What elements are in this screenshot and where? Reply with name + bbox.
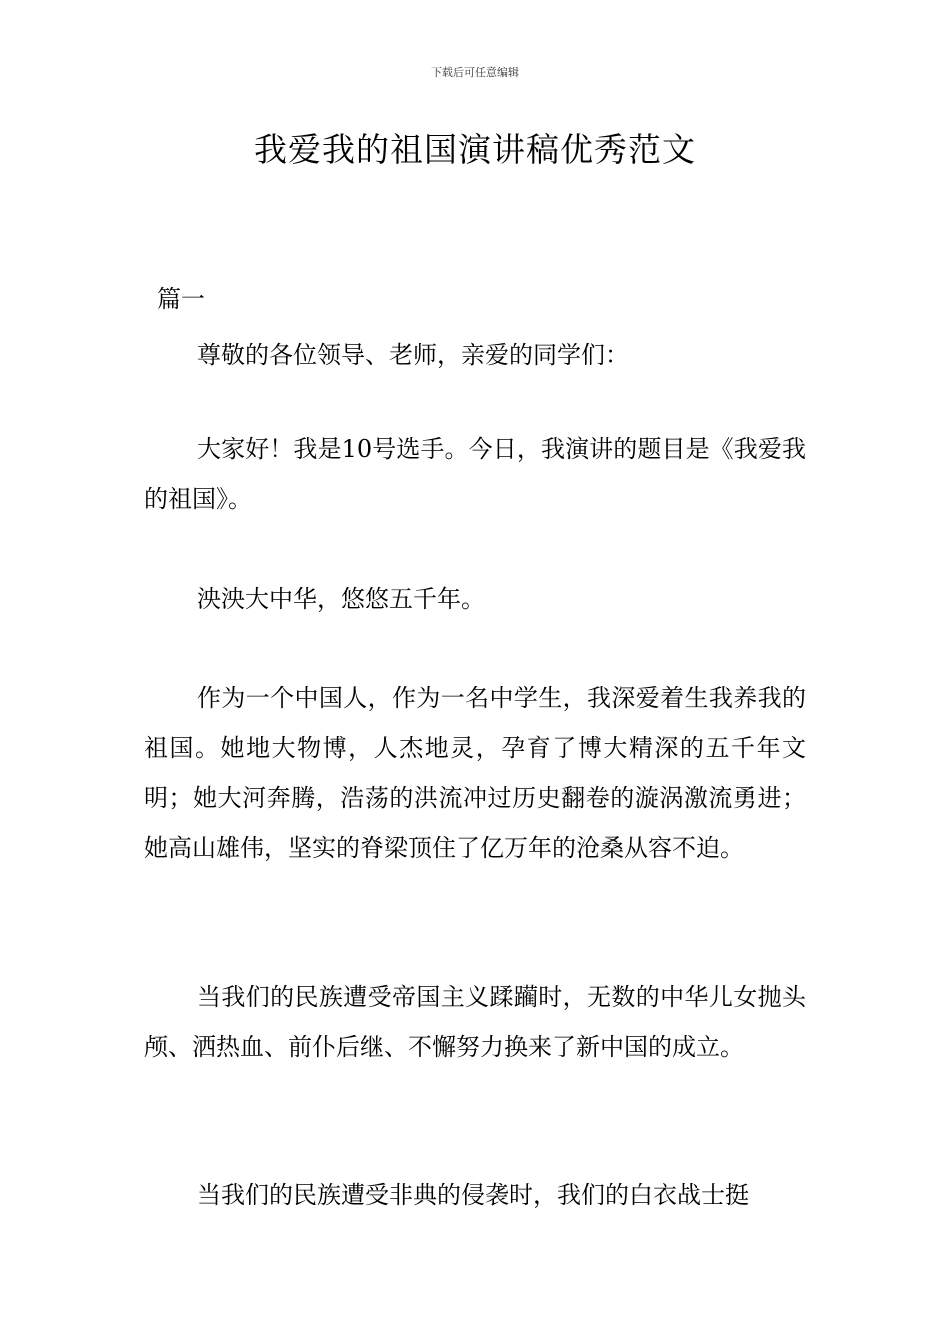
document-title: 我爱我的祖国演讲稿优秀范文 <box>254 130 696 169</box>
paragraph-salutation: 尊敬的各位领导、老师，亲爱的同学们： <box>197 341 629 369</box>
paragraph-love-of-country: 作为一个中国人，作为一名中学生，我深爱着生我养我的祖国。她地大物博，人杰地灵，孕育了博大精深的五千年文明；她大河奔腾，浩荡的洪流冲过历史翻卷的漩涡激流勇进；她高山雄伟，坚实的脊梁顶住了亿万年的沧桑从容不迫。 <box>144 684 806 862</box>
header-note: 下载后可任意编辑 <box>431 66 519 79</box>
paragraph-sars: 当我们的民族遭受非典的侵袭时，我们的白衣战士挺 <box>197 1181 749 1209</box>
paragraph-greeting: 大家好！我是10号选手。今日，我演讲的题目是《我爱我的祖国》。 <box>144 435 806 513</box>
paragraph-opening: 泱泱大中华，悠悠五千年。 <box>197 585 485 613</box>
section-label: 篇一 <box>157 285 205 313</box>
paragraph-history: 当我们的民族遭受帝国主义蹂躏时，无数的中华儿女抛头颅、洒热血、前仆后继、不懈努力换来了新中国的成立。 <box>144 983 806 1061</box>
